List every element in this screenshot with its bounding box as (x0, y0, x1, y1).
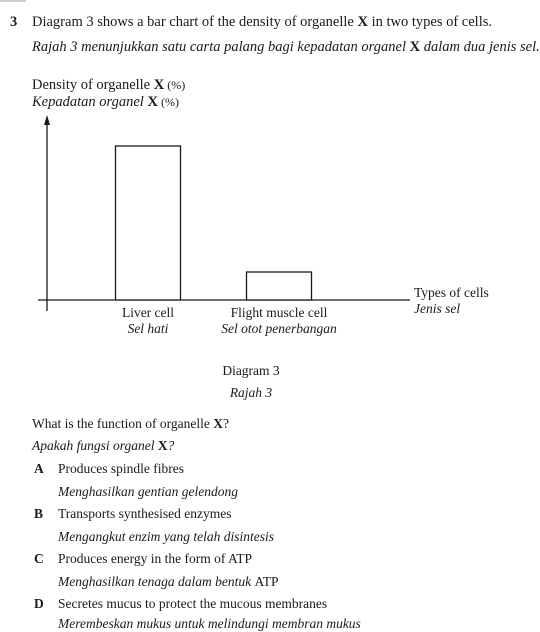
option-d-text-en[interactable]: Secretes mucus to protect the mucous membranes (58, 596, 328, 611)
y-axis-label-ms: Kepadatan organel X (%) (32, 94, 179, 110)
diagram-caption-ms: Rajah 3 (229, 385, 273, 400)
y-axis-arrowhead (44, 115, 50, 125)
category-label-muscle-en: Flight muscle cell (230, 305, 328, 320)
category-label-liver-en: Liver cell (121, 305, 175, 320)
bar-flight-muscle-cell (247, 272, 312, 300)
y-axis-label-en: Density of organelle X (%) (32, 77, 186, 93)
x-axis-label-ms: Jenis sel (414, 301, 461, 316)
option-b-text-en[interactable]: Transports synthesised enzymes (58, 506, 232, 521)
option-c-text-ms[interactable]: Menghasilkan tenaga dalam bentuk ATP (58, 574, 279, 589)
option-b-text-ms[interactable]: Mengangkut enzim yang telah disintesis (58, 529, 274, 544)
option-d-text-ms[interactable]: Merembeskan mukus untuk melindungi membran mukus (58, 616, 361, 631)
option-d-letter[interactable]: D (34, 596, 44, 611)
x-axis-label-en: Types of cells (414, 285, 489, 300)
question-stem-ms: Rajah 3 menunjukkan satu carta palang bagi kepadatan organel X dalam dua jenis sel. (32, 39, 540, 55)
question-prompt-ms: Apakah fungsi organel X? (32, 438, 175, 453)
option-a-text-ms[interactable]: Menghasilkan gentian gelendong (58, 484, 238, 499)
category-label-muscle-ms: Sel otot penerbangan (221, 321, 337, 336)
question-stem-en: Diagram 3 shows a bar chart of the density of organelle X in two types of cells. (32, 14, 493, 30)
diagram-caption-en: Diagram 3 (222, 363, 280, 378)
option-a-text-en[interactable]: Produces spindle fibres (58, 461, 184, 476)
option-c-text-en[interactable]: Produces energy in the form of ATP (58, 551, 252, 566)
question-number: 3 (10, 14, 18, 30)
question-prompt-en: What is the function of organelle X? (32, 416, 229, 431)
bar-liver-cell (116, 146, 181, 300)
category-label-liver-ms: Sel hati (127, 321, 169, 336)
option-c-letter[interactable]: C (34, 551, 44, 566)
option-b-letter[interactable]: B (34, 506, 44, 521)
option-a-letter[interactable]: A (34, 461, 44, 476)
